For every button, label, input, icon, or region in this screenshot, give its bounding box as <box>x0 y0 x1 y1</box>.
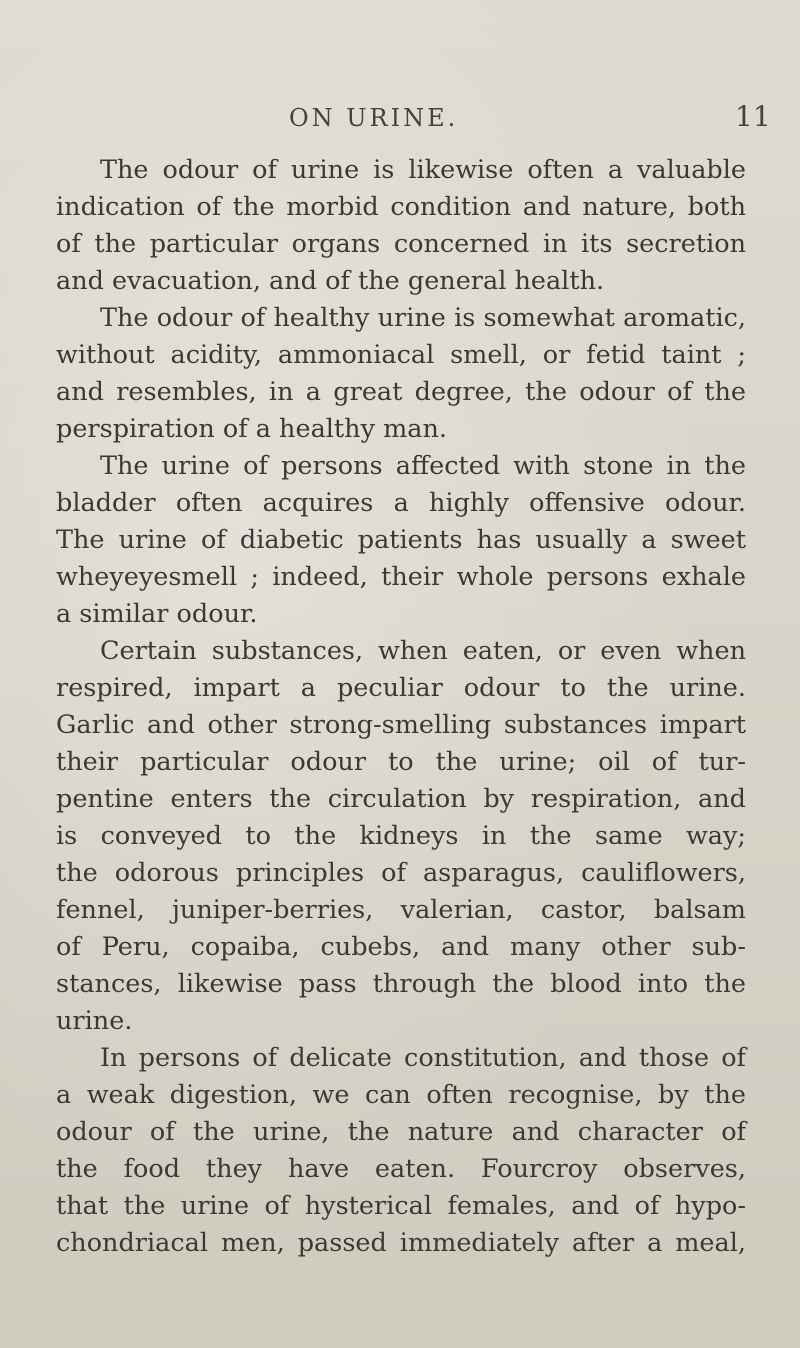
page-number: 11 <box>735 100 771 133</box>
body-text <box>56 152 746 1262</box>
text-line: and resembles, in a great degree, the odour of the <box>56 377 746 407</box>
text-line: perspiration of a healthy man. <box>56 414 448 444</box>
text-line: chondriacal men, passed immediately after a meal, <box>56 1228 746 1258</box>
text-line: is conveyed to the kidneys in the same way; <box>56 821 746 851</box>
text-line: their particular odour to the urine; oil of tur- <box>56 747 746 777</box>
text-line: of Peru, copaiba, cubebs, and many other sub- <box>56 932 746 962</box>
text-line: the odorous principles of asparagus, cauliflowers, <box>56 858 746 888</box>
text-line: The odour of healthy urine is somewhat aromatic, <box>100 303 746 333</box>
text-line: In persons of delicate constitution, and those of <box>100 1043 746 1073</box>
text-line: without acidity, ammoniacal smell, or fetid taint ; <box>56 340 746 370</box>
text-line: and evacuation, and of the general health. <box>56 266 605 296</box>
text-line: Garlic and other strong-smelling substances impart <box>56 710 746 740</box>
text-line: fennel, juniper-berries, valerian, castor, balsam <box>56 895 746 925</box>
text-line: The urine of diabetic patients has usually a sweet <box>56 525 746 555</box>
text-line: odour of the urine, the nature and character of <box>56 1117 746 1147</box>
running-head: ON URINE. <box>289 104 459 132</box>
text-line: a weak digestion, we can often recognise, by the <box>56 1080 746 1110</box>
page-header <box>0 100 800 140</box>
text-line: pentine enters the circulation by respiration, and <box>56 784 746 814</box>
text-line: the food they have eaten. Fourcroy observes, <box>56 1154 746 1184</box>
text-line: The urine of persons affected with stone in the <box>100 451 746 481</box>
text-line: wheyeyesmell ; indeed, their whole persons exhale <box>56 562 746 592</box>
text-line: respired, impart a peculiar odour to the urine. <box>56 673 746 703</box>
text-line: The odour of urine is likewise often a valuable <box>100 155 746 185</box>
text-line: a similar odour. <box>56 599 258 629</box>
text-line: bladder often acquires a highly offensive odour. <box>56 488 746 518</box>
text-line: that the urine of hysterical females, and of hypo- <box>56 1191 746 1221</box>
text-line: indication of the morbid condition and nature, both <box>56 192 746 222</box>
text-line: stances, likewise pass through the blood into the <box>56 969 746 999</box>
text-line: of the particular organs concerned in its secretion <box>56 229 746 259</box>
text-line: urine. <box>56 1006 133 1036</box>
text-line: Certain substances, when eaten, or even when <box>100 636 746 666</box>
